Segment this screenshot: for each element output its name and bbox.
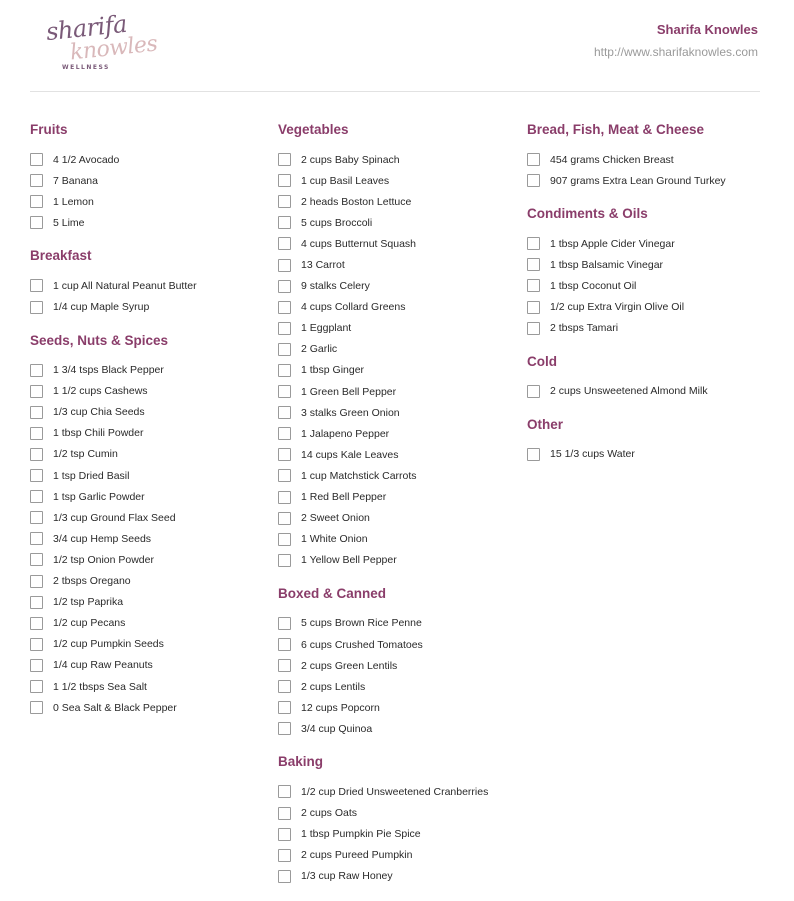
list-item xyxy=(30,149,270,170)
item-checkbox[interactable] xyxy=(30,469,43,482)
item-checkbox[interactable] xyxy=(527,301,540,314)
section-cold xyxy=(527,352,777,402)
item-label: 3/4 cup Quinoa xyxy=(301,722,373,735)
list-item xyxy=(278,170,518,191)
item-label: 1/4 cup Raw Peanuts xyxy=(53,659,153,672)
list-item xyxy=(527,318,777,339)
list-item xyxy=(30,402,270,423)
item-label: 2 heads Boston Lettuce xyxy=(301,195,412,208)
author-name: Sharifa Knowles xyxy=(656,22,758,37)
item-label: 1/2 tsp Paprika xyxy=(53,596,124,609)
item-label: 12 cups Popcorn xyxy=(301,701,380,714)
item-label: 1 tbsp Apple Cider Vinegar xyxy=(550,237,675,250)
section-fruits xyxy=(30,120,270,233)
item-label: 1 Eggplant xyxy=(301,322,352,335)
list-item xyxy=(527,233,777,254)
item-checkbox[interactable] xyxy=(30,680,43,693)
list-item xyxy=(278,676,518,697)
list-item xyxy=(278,634,518,655)
list-item xyxy=(278,824,518,845)
item-checkbox[interactable] xyxy=(30,427,43,440)
item-label: 4 cups Butternut Squash xyxy=(301,237,416,250)
list-item xyxy=(30,486,270,507)
item-label: 2 cups Green Lentils xyxy=(301,659,398,672)
section-title: Bread, Fish, Meat & Cheese xyxy=(527,122,705,137)
item-checkbox[interactable] xyxy=(278,722,291,735)
list-item xyxy=(30,381,270,402)
item-label: 1/4 cup Maple Syrup xyxy=(53,301,150,314)
item-checkbox[interactable] xyxy=(278,469,291,482)
item-label: 2 cups Pureed Pumpkin xyxy=(301,849,413,862)
list-item xyxy=(278,697,518,718)
list-item xyxy=(278,297,518,318)
item-checkbox[interactable] xyxy=(278,701,291,714)
item-checkbox[interactable] xyxy=(30,406,43,419)
list-item xyxy=(527,170,777,191)
item-label: 5 cups Broccoli xyxy=(301,216,373,229)
section-title: Boxed & Canned xyxy=(278,585,387,601)
list-item xyxy=(278,212,518,233)
item-label: 2 cups Lentils xyxy=(301,680,366,693)
item-label: 1 1/2 tbsps Sea Salt xyxy=(53,680,147,693)
item-checkbox[interactable] xyxy=(278,280,291,293)
list-item xyxy=(278,381,518,402)
item-label: 6 cups Crushed Tomatoes xyxy=(301,638,423,651)
list-item xyxy=(527,381,777,402)
list-item xyxy=(278,360,518,381)
item-label: 1/2 tsp Cumin xyxy=(53,448,118,461)
item-checkbox[interactable] xyxy=(30,385,43,398)
list-item xyxy=(30,275,270,296)
item-label: 13 Carrot xyxy=(301,259,345,272)
item-label: 1 Lemon xyxy=(53,195,94,208)
item-checkbox[interactable] xyxy=(30,301,43,314)
item-checkbox[interactable] xyxy=(278,680,291,693)
item-label: 3/4 cup Hemp Seeds xyxy=(53,532,152,545)
list-item xyxy=(527,296,777,317)
logo-script-sharifa: sharifa xyxy=(44,9,129,47)
list-item xyxy=(278,318,518,339)
item-checkbox[interactable] xyxy=(278,406,291,419)
item-label: 1 tsp Garlic Powder xyxy=(53,490,145,503)
logo-script-knowles: knowles xyxy=(68,31,159,66)
column-1 xyxy=(30,118,270,731)
item-checkbox[interactable] xyxy=(278,807,291,820)
item-checkbox[interactable] xyxy=(30,174,43,187)
section-title: Breakfast xyxy=(30,248,92,264)
item-label: 1 tbsp Pumpkin Pie Spice xyxy=(301,828,421,841)
list-item xyxy=(30,423,270,444)
item-checkbox[interactable] xyxy=(527,322,540,335)
list-item xyxy=(30,212,270,233)
list-item xyxy=(527,275,777,296)
section-seeds-nuts-and-spices xyxy=(30,331,270,719)
list-item xyxy=(278,402,518,423)
item-checkbox[interactable] xyxy=(278,364,291,377)
list-item xyxy=(30,549,270,570)
item-checkbox[interactable] xyxy=(30,153,43,166)
brand-logo xyxy=(40,8,159,74)
item-checkbox[interactable] xyxy=(527,279,540,292)
item-checkbox[interactable] xyxy=(278,427,291,440)
item-label: 1/2 cup Dried Unsweetened Cranberries xyxy=(301,785,489,798)
item-checkbox[interactable] xyxy=(30,532,43,545)
list-item xyxy=(30,613,270,634)
item-label: 454 grams Chicken Breast xyxy=(550,153,674,166)
list-item xyxy=(30,296,270,317)
item-label: 2 Sweet Onion xyxy=(301,512,370,525)
item-label: 1/2 cup Extra Virgin Olive Oil xyxy=(550,301,685,314)
section-title: Fruits xyxy=(30,122,68,137)
list-item xyxy=(30,697,270,718)
list-item xyxy=(278,655,518,676)
list-item xyxy=(278,866,518,887)
item-label: 7 Banana xyxy=(53,174,98,187)
logo-wellness-text: WELLNESS xyxy=(62,64,110,71)
item-label: 1 Red Bell Pepper xyxy=(301,491,387,504)
item-label: 14 cups Kale Leaves xyxy=(301,448,399,461)
item-label: 2 cups Unsweetened Almond Milk xyxy=(550,385,708,398)
item-label: 2 tbsps Tamari xyxy=(550,322,619,335)
list-item xyxy=(30,191,270,212)
list-item xyxy=(278,465,518,486)
list-item xyxy=(278,508,518,529)
item-label: 1 White Onion xyxy=(301,533,368,546)
item-label: 1 tbsp Chili Powder xyxy=(53,427,144,440)
item-label: 5 Lime xyxy=(53,216,85,229)
item-checkbox[interactable] xyxy=(30,575,43,588)
item-label: 1 cup All Natural Peanut Butter xyxy=(53,279,197,292)
list-item xyxy=(278,149,518,170)
section-title: Condiments & Oils xyxy=(527,206,648,222)
item-label: 1 tbsp Balsamic Vinegar xyxy=(550,258,664,271)
list-item xyxy=(278,718,518,739)
list-item xyxy=(30,528,270,549)
item-checkbox[interactable] xyxy=(278,174,291,187)
item-checkbox[interactable] xyxy=(278,385,291,398)
item-checkbox[interactable] xyxy=(527,174,540,187)
item-label: 1/3 cup Chia Seeds xyxy=(53,406,145,419)
list-item xyxy=(278,803,518,824)
item-checkbox[interactable] xyxy=(278,849,291,862)
item-label: 4 1/2 Avocado xyxy=(53,153,120,166)
item-label: 9 stalks Celery xyxy=(301,280,370,293)
list-item xyxy=(30,592,270,613)
section-title: Cold xyxy=(527,353,557,369)
item-checkbox[interactable] xyxy=(527,448,540,461)
item-checkbox[interactable] xyxy=(278,617,291,630)
item-checkbox[interactable] xyxy=(278,554,291,567)
item-label: 1 Jalapeno Pepper xyxy=(301,427,390,440)
item-checkbox[interactable] xyxy=(30,511,43,524)
item-checkbox[interactable] xyxy=(278,195,291,208)
item-label: 2 Garlic xyxy=(301,343,338,356)
list-item xyxy=(30,571,270,592)
list-item xyxy=(30,170,270,191)
list-item xyxy=(278,276,518,297)
section-breakfast xyxy=(30,246,270,317)
item-label: 1 Yellow Bell Pepper xyxy=(301,554,397,567)
item-checkbox[interactable] xyxy=(278,259,291,272)
list-item xyxy=(278,529,518,550)
header-divider xyxy=(30,91,760,92)
list-item xyxy=(527,254,777,275)
list-item xyxy=(278,613,518,634)
item-label: 3 stalks Green Onion xyxy=(301,406,400,419)
item-checkbox[interactable] xyxy=(278,153,291,166)
list-item xyxy=(278,233,518,254)
column-2 xyxy=(278,118,518,900)
list-item xyxy=(278,550,518,571)
item-checkbox[interactable] xyxy=(30,617,43,630)
item-label: 1/2 tsp Onion Powder xyxy=(53,553,154,566)
item-checkbox[interactable] xyxy=(30,279,43,292)
section-other xyxy=(527,415,777,465)
item-label: 1/3 cup Raw Honey xyxy=(301,870,393,883)
item-label: 1/2 cup Pecans xyxy=(53,617,126,630)
author-website-link[interactable]: http://www.sharifaknowles.com xyxy=(593,45,758,59)
list-item xyxy=(527,444,777,465)
item-checkbox[interactable] xyxy=(527,153,540,166)
list-item xyxy=(30,676,270,697)
item-checkbox[interactable] xyxy=(30,216,43,229)
item-label: 5 cups Brown Rice Penne xyxy=(301,617,422,630)
list-item xyxy=(278,781,518,802)
item-label: 1/2 cup Pumpkin Seeds xyxy=(53,638,164,651)
item-checkbox[interactable] xyxy=(527,385,540,398)
list-item xyxy=(30,360,270,381)
item-checkbox[interactable] xyxy=(278,828,291,841)
column-3 xyxy=(527,118,777,478)
item-checkbox[interactable] xyxy=(30,448,43,461)
item-checkbox[interactable] xyxy=(278,785,291,798)
item-checkbox[interactable] xyxy=(278,343,291,356)
item-label: 2 tbsps Oregano xyxy=(53,575,131,588)
item-checkbox[interactable] xyxy=(30,596,43,609)
list-item xyxy=(30,444,270,465)
item-checkbox[interactable] xyxy=(278,512,291,525)
item-checkbox[interactable] xyxy=(527,258,540,271)
list-item xyxy=(527,149,777,170)
item-label: 1 tsp Dried Basil xyxy=(53,469,130,482)
section-vegetables xyxy=(278,120,518,571)
item-checkbox[interactable] xyxy=(30,364,43,377)
item-label: 1/3 cup Ground Flax Seed xyxy=(53,511,176,524)
item-checkbox[interactable] xyxy=(278,301,291,314)
item-checkbox[interactable] xyxy=(278,448,291,461)
item-checkbox[interactable] xyxy=(278,216,291,229)
list-item xyxy=(30,634,270,655)
list-item xyxy=(278,487,518,508)
section-boxed-and-canned xyxy=(278,584,518,740)
list-item xyxy=(30,655,270,676)
item-checkbox[interactable] xyxy=(278,237,291,250)
list-item xyxy=(278,845,518,866)
item-label: 2 cups Baby Spinach xyxy=(301,153,400,166)
item-checkbox[interactable] xyxy=(30,701,43,714)
item-label: 1 3/4 tsps Black Pepper xyxy=(53,364,164,377)
list-item xyxy=(278,254,518,275)
section-title: Vegetables xyxy=(278,122,349,137)
list-item xyxy=(30,507,270,528)
list-item xyxy=(278,423,518,444)
item-label: 1 cup Basil Leaves xyxy=(301,174,390,187)
item-label: 2 cups Oats xyxy=(301,807,358,820)
list-item xyxy=(278,444,518,465)
item-label: 15 1/3 cups Water xyxy=(550,448,635,461)
item-checkbox[interactable] xyxy=(30,490,43,503)
item-checkbox[interactable] xyxy=(278,659,291,672)
item-checkbox[interactable] xyxy=(30,195,43,208)
item-label: 1 cup Matchstick Carrots xyxy=(301,469,417,482)
list-item xyxy=(278,191,518,212)
item-label: 1 tbsp Ginger xyxy=(301,364,365,377)
item-label: 907 grams Extra Lean Ground Turkey xyxy=(550,174,726,187)
item-checkbox[interactable] xyxy=(30,638,43,651)
item-checkbox[interactable] xyxy=(278,638,291,651)
item-checkbox[interactable] xyxy=(278,491,291,504)
item-checkbox[interactable] xyxy=(278,322,291,335)
item-checkbox[interactable] xyxy=(278,870,291,883)
section-baking xyxy=(278,752,518,886)
item-label: 0 Sea Salt & Black Pepper xyxy=(53,701,177,714)
item-checkbox[interactable] xyxy=(30,553,43,566)
item-label: 1 tbsp Coconut Oil xyxy=(550,279,637,292)
list-item xyxy=(30,465,270,486)
item-label: 1 Green Bell Pepper xyxy=(301,385,397,398)
list-item xyxy=(278,339,518,360)
item-checkbox[interactable] xyxy=(30,659,43,672)
item-checkbox[interactable] xyxy=(278,533,291,546)
item-label: 1 1/2 cups Cashews xyxy=(53,385,148,398)
section-title: Seeds, Nuts & Spices xyxy=(30,332,169,348)
section-title: Other xyxy=(527,416,564,432)
item-label: 4 cups Collard Greens xyxy=(301,301,406,314)
section-bread-fish-meat-and-cheese xyxy=(527,120,777,191)
section-title: Baking xyxy=(278,754,324,770)
section-condiments-and-oils xyxy=(527,204,777,338)
item-checkbox[interactable] xyxy=(527,237,540,250)
